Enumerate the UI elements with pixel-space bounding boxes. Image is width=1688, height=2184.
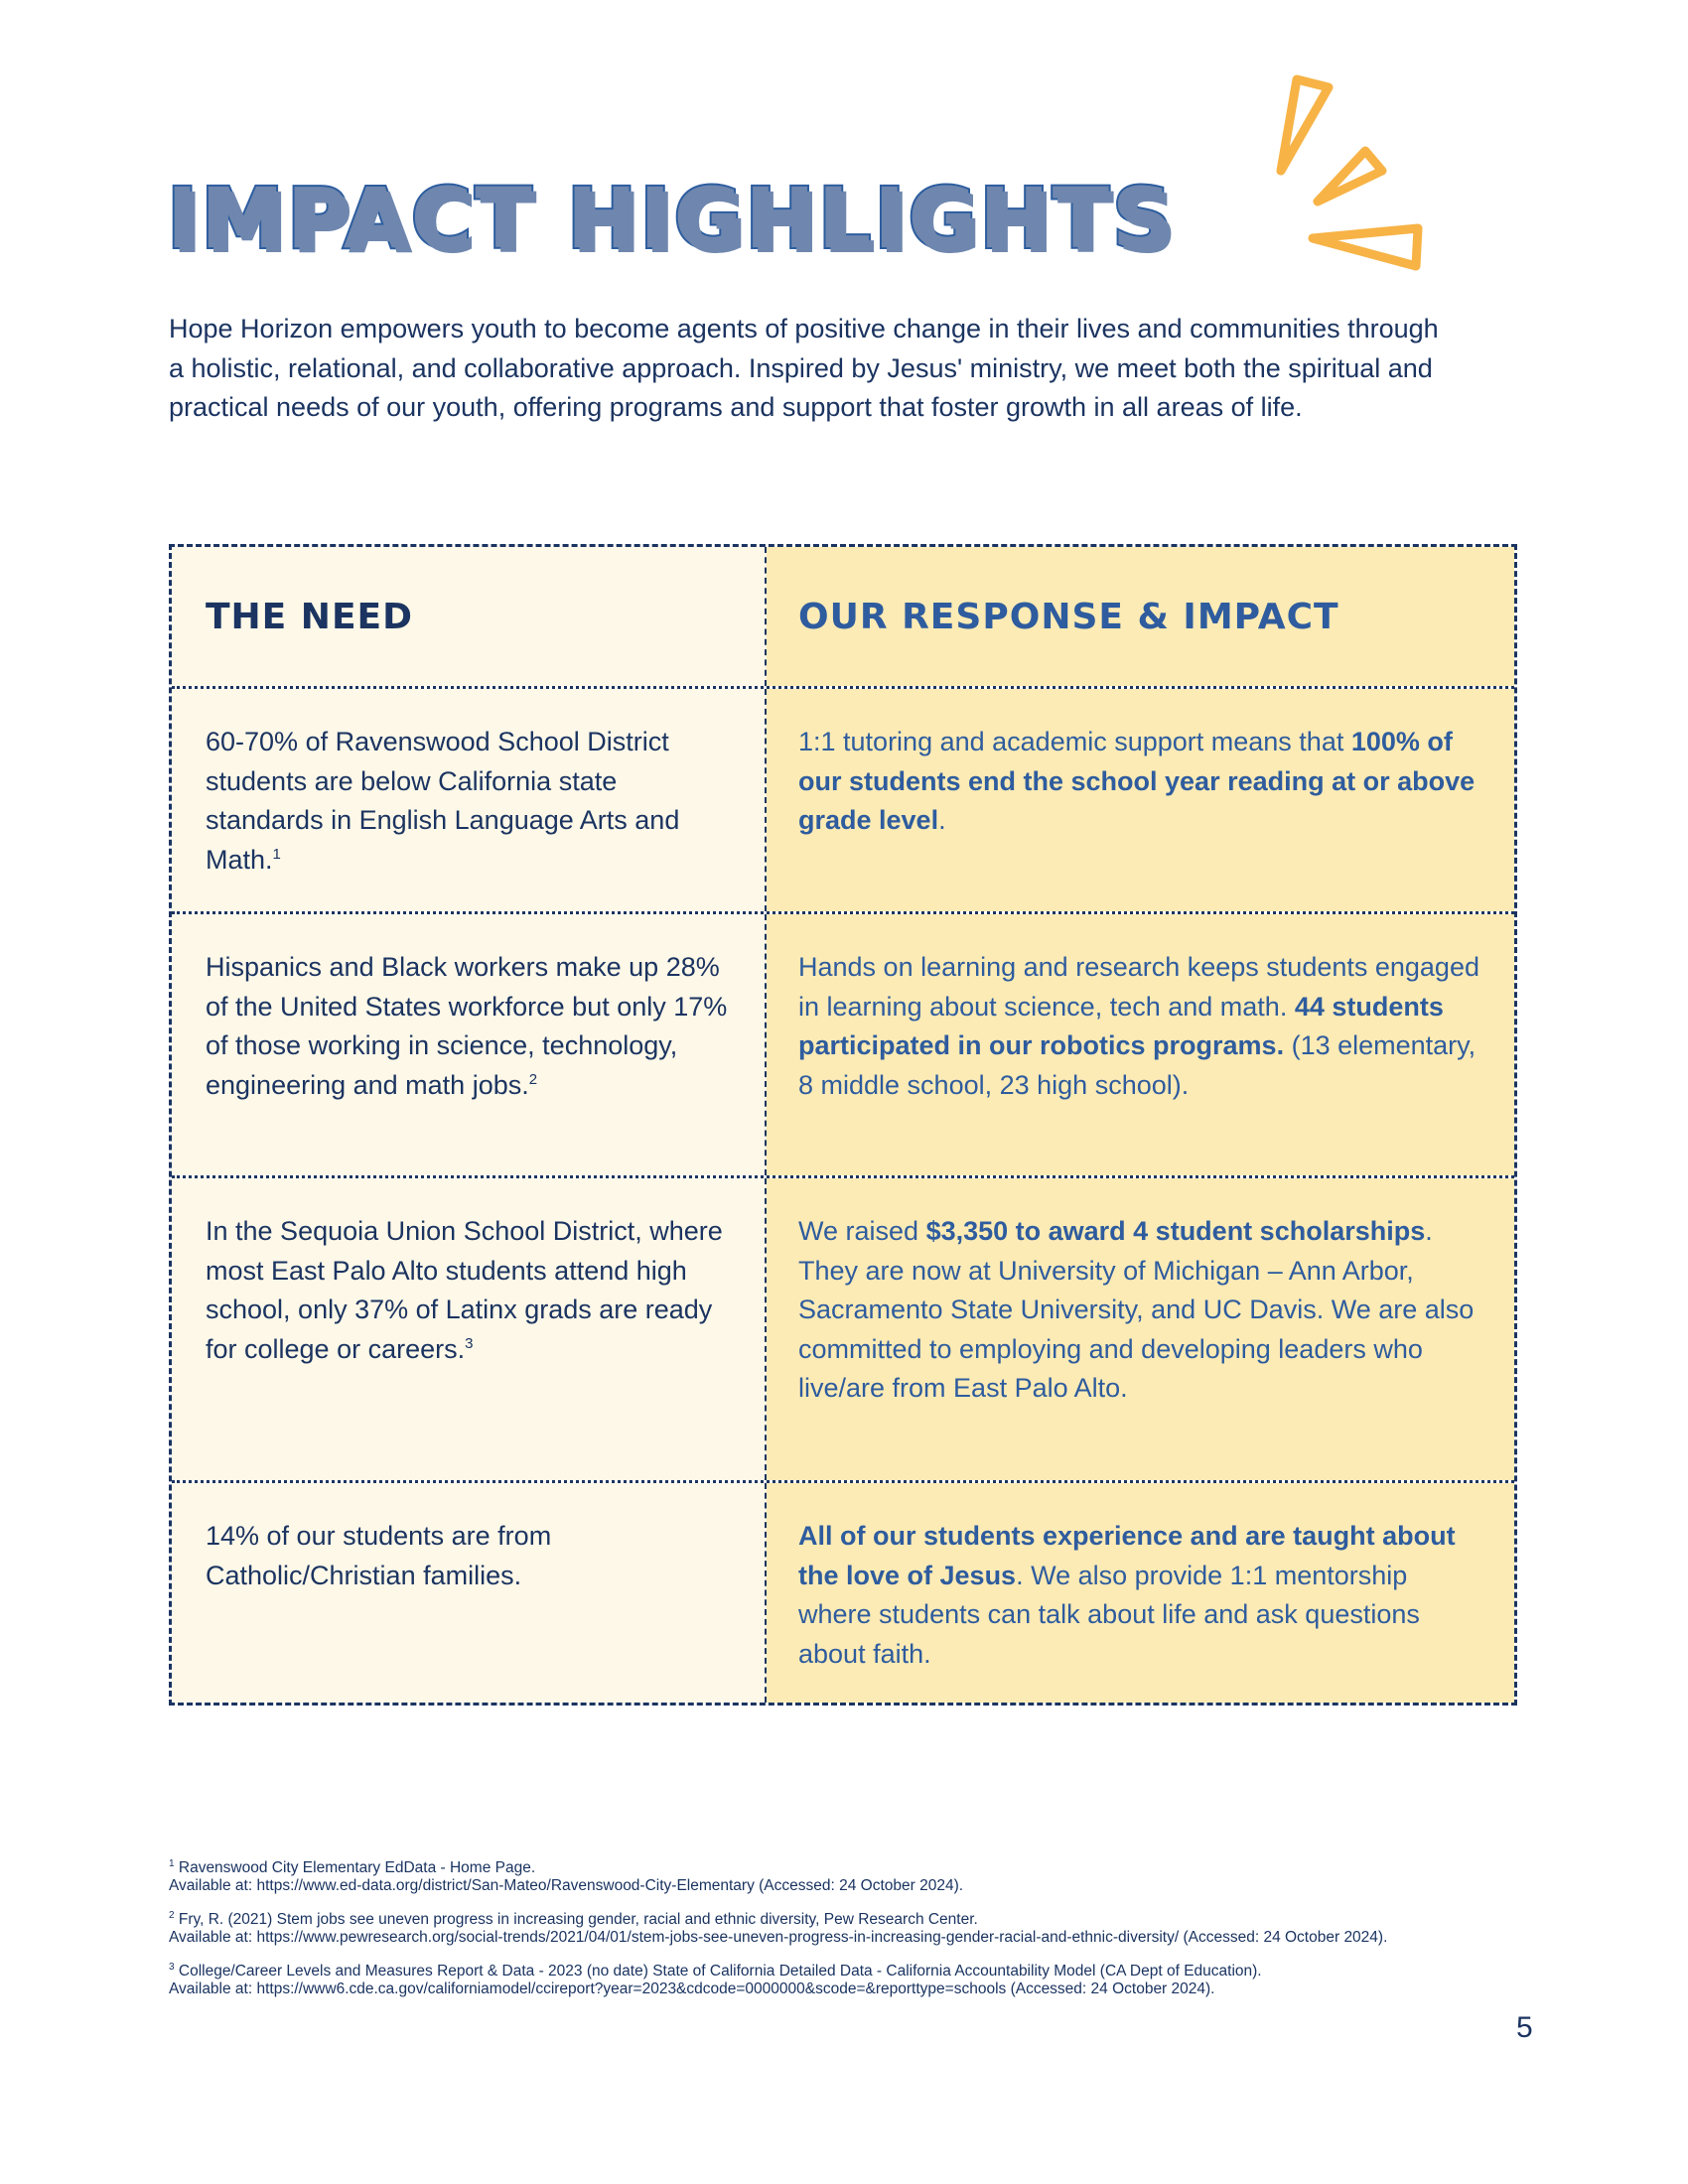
need-text: Hispanics and Black workers make up 28% of the United States workforce but only 17% of those working in science, technology, engineering and math jobs.$^2$ xyxy=(206,952,728,1100)
response-column-header: OUR RESPONSE & IMPACT xyxy=(798,596,1339,637)
need-cell xyxy=(172,689,767,911)
page-title: IMPACT HIGHLIGHTS xyxy=(167,170,1176,267)
sunburst-icon xyxy=(1241,50,1470,288)
footnote-number: 2 xyxy=(169,1909,175,1921)
need-text: In the Sequoia Union School District, where most East Palo Alto students attend high school, only 37% of Latinx grads are ready for college or careers.$^3$ xyxy=(206,1216,723,1364)
response-cell xyxy=(767,914,1514,1175)
need-text: 60-70% of Ravenswood School District students are below California state standards in English Language Arts and Math.$^1$ xyxy=(206,727,680,875)
table-header-row xyxy=(172,547,1514,686)
footnote-citation: Fry, R. (2021) Stem jobs see uneven progress in increasing gender, racial and ethnic diversity, Pew Research Center. xyxy=(178,1911,978,1928)
footnote-ref: 2 xyxy=(528,1070,538,1088)
impact-table xyxy=(169,544,1517,1706)
response-text: All of our students experience and are taught about the love of Jesus. We also provide 1:1 mentorship where students can talk about life and ask questions about faith. xyxy=(798,1521,1456,1669)
need-header-cell xyxy=(172,547,767,686)
need-column-header: THE NEED xyxy=(206,596,414,637)
table-row xyxy=(172,1480,1514,1703)
page-number: 5 xyxy=(1516,2011,1533,2044)
footnote-citation: College/Career Levels and Measures Report & Data - 2023 (no date) State of California Detailed Data - California Accountability Model (CA Dept of Education). xyxy=(178,1963,1262,1979)
burst-ray-top xyxy=(1281,79,1329,171)
need-cell xyxy=(172,1178,767,1480)
need-cell xyxy=(172,1483,767,1703)
footnote-number: 1 xyxy=(169,1857,175,1869)
footnote-ref: 1 xyxy=(272,845,281,863)
footnote-link[interactable]: Available at: https://www.ed-data.org/district/San-Mateo/Ravenswood-City-Elementary (Accessed: 24 October 2024). xyxy=(169,1876,964,1894)
table-row xyxy=(172,1175,1514,1480)
response-text: 1:1 tutoring and academic support means that 100% of our students end the school year reading at or above grade level. xyxy=(798,727,1476,835)
response-text: Hands on learning and research keeps students engaged in learning about science, tech and math. 44 students participated in our robotics programs. (13 elementary, 8 middle school, 23 high school). xyxy=(798,952,1479,1100)
response-cell xyxy=(767,689,1514,911)
intro-paragraph: Hope Horizon empowers youth to become agents of positive change in their lives and communities through a holistic, relational, and collaborative approach. Inspired by Jesus' ministry, we meet both the spiritual and practical needs of our youth, offering programs and support that foster growth in all areas of life. xyxy=(169,314,1439,422)
response-cell xyxy=(767,1483,1514,1703)
footnote xyxy=(169,1859,1529,1894)
footnote-ref: 3 xyxy=(465,1334,474,1352)
footnotes xyxy=(169,1859,1529,2014)
response-cell xyxy=(767,1178,1514,1480)
burst-ray-middle xyxy=(1318,151,1382,202)
response-text: We raised $3,350 to award 4 student scholarships. They are now at University of Michigan – Ann Arbor, Sacramento State University, and UC Davis. We are also committed to employing and developing leaders who live/are from East Palo Alto. xyxy=(798,1216,1475,1403)
table-row xyxy=(172,911,1514,1175)
table-row xyxy=(172,686,1514,911)
footnote xyxy=(169,1963,1529,1997)
footnote-link[interactable]: Available at: https://www6.cde.ca.gov/californiamodel/ccireport?year=2023&cdcode=0000000&scode=&reporttype=schools (Accessed: 24 October 2024). xyxy=(169,1979,1215,1997)
footnote-number: 3 xyxy=(169,1961,175,1973)
response-header-cell xyxy=(767,547,1514,686)
footnote-citation: Ravenswood City Elementary EdData - Home Page. xyxy=(178,1859,536,1876)
footnote xyxy=(169,1911,1529,1946)
need-cell xyxy=(172,914,767,1175)
need-text: 14% of our students are from Catholic/Christian families. xyxy=(206,1521,552,1590)
footnote-link[interactable]: Available at: https://www.pewresearch.org/social-trends/2021/04/01/stem-jobs-see-uneven-progress-in-increasing-gender-racial-and-ethnic-diversity/ (Accessed: 24 October 2024). xyxy=(169,1928,1388,1946)
burst-ray-bottom xyxy=(1313,228,1418,266)
